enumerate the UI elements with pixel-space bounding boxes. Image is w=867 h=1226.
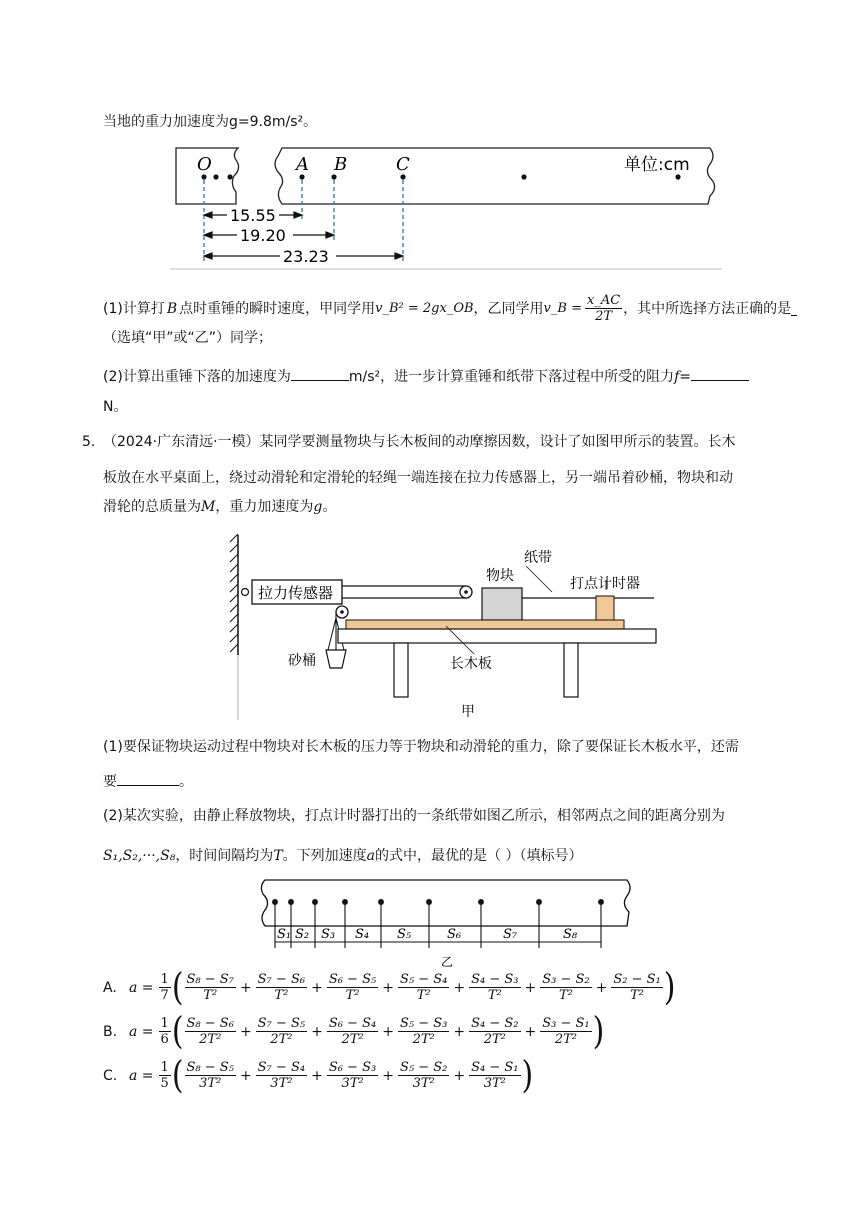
label-S5: S₅: [397, 927, 412, 942]
plus-sign: +: [311, 1067, 323, 1084]
plus-sign: +: [382, 1067, 394, 1084]
term-fraction: $\frac{\text{S₇ − S₆}}{\text{T²}}$: [257, 972, 306, 1003]
label-S8: S₈: [563, 927, 578, 942]
q5-part2-line1: (2)某次实验，由静止释放物块，打点计时器打出的一条纸带如图乙所示，相邻两点之间的距离分别为: [103, 808, 725, 824]
formula-yi-fraction: $\frac{x\_AC}{2T}$: [586, 293, 621, 324]
apparatus-figure: [228, 530, 668, 725]
tape-dots: [201, 174, 680, 179]
gravity-statement: 当地的重力加速度为g=9.8m/s²。: [103, 114, 318, 130]
plus-sign: +: [311, 1023, 323, 1040]
option-lhs: a =: [129, 979, 154, 996]
option-label: B.: [103, 1023, 118, 1040]
term-fraction: $\frac{\text{S₅ − S₂}}{\text{3T²}}$: [399, 1060, 448, 1091]
plus-sign: +: [524, 979, 537, 996]
tape-figure-yi: [255, 876, 635, 968]
label-S1: S₁: [277, 927, 292, 942]
label-board: 长木板: [450, 656, 492, 672]
plus-sign: +: [453, 1067, 466, 1084]
dim-OC: 23.23: [283, 247, 329, 266]
label-S6: S₆: [447, 927, 462, 942]
dim-OB: 19.20: [240, 226, 286, 245]
term-fraction: $\frac{\text{S₄ − S₁}}{\text{3T²}}$: [471, 1060, 519, 1091]
point-B: B: [334, 154, 348, 175]
plus-sign: +: [311, 979, 323, 996]
label-S2: S₂: [295, 927, 310, 942]
point-A: A: [296, 154, 309, 175]
dim-OA: 15.55: [230, 206, 276, 225]
term-fraction: $\frac{\text{S₄ − S₂}}{\text{2T²}}$: [471, 1016, 519, 1047]
paren-close: ): [521, 1053, 534, 1097]
term-fraction: $\frac{\text{S₃ − S₁}}{\text{2T²}}$: [542, 1016, 590, 1047]
coefficient: $\frac{1}{7}$: [160, 972, 169, 1003]
label-S7: S₇: [503, 927, 518, 942]
term-fraction: $\frac{\text{S₃ − S₂}}{\text{T²}}$: [542, 972, 590, 1003]
term-fraction: $\frac{\text{S₄ − S₃}}{\text{T²}}$: [471, 972, 519, 1003]
plus-sign: +: [239, 1023, 252, 1040]
q5-part2-line2: S₁,S₂,···,S₈，时间间隔均为T。下列加速度a的式中，最优的是（ ）（填标号）: [103, 848, 583, 864]
term-fraction: $\frac{\text{S₆ − S₃}}{\text{3T²}}$: [328, 1060, 377, 1091]
formula-jia: v_B² = 2gx_OB: [375, 300, 474, 316]
term-fraction: $\frac{\text{S₇ − S₄}}{\text{3T²}}$: [257, 1060, 306, 1091]
term-fraction: $\frac{\text{S₈ − S₇}}{\text{T²}}$: [186, 972, 234, 1003]
plus-sign: +: [239, 1067, 252, 1084]
term-fraction: $\frac{\text{S₇ − S₅}}{\text{2T²}}$: [257, 1016, 306, 1047]
point-C: C: [396, 154, 410, 175]
term-fraction: $\frac{\text{S₂ − S₁}}{\text{T²}}$: [613, 972, 661, 1003]
caption-yi: 乙: [441, 955, 454, 968]
q5-part1-line2: 要 。: [103, 771, 193, 792]
term-fraction: $\frac{\text{S₆ − S₅}}{\text{T²}}$: [328, 972, 377, 1003]
q5-part1-line1: (1)要保证物块运动过程中物块对长木板的压力等于物块和动滑轮的重力，除了要保证长木板水平，还需: [103, 739, 739, 755]
answer-blank-force[interactable]: [691, 366, 749, 381]
label-sensor: 拉力传感器: [258, 584, 334, 602]
term-fraction: $\frac{\text{S₅ − S₃}}{\text{2T²}}$: [399, 1016, 448, 1047]
term-fraction: $\frac{\text{S₈ − S₆}}{\text{2T²}}$: [186, 1016, 234, 1047]
label-timer: 打点计时器: [570, 576, 640, 592]
coefficient: $\frac{1}{6}$: [160, 1016, 169, 1047]
point-O: O: [197, 154, 212, 175]
label-block: 物块: [486, 568, 514, 584]
plus-sign: +: [453, 1023, 466, 1040]
coefficient: $\frac{1}{5}$: [160, 1060, 169, 1091]
label-S3: S₃: [321, 927, 336, 942]
paper-tape-figure: [170, 140, 722, 270]
option-label: A.: [103, 979, 117, 996]
plus-sign: +: [382, 979, 394, 996]
plus-sign: +: [595, 979, 608, 996]
q5-line3: 滑轮的总质量为M，重力加速度为g。: [103, 499, 337, 515]
term-fraction: $\frac{\text{S₆ − S₄}}{\text{2T²}}$: [328, 1016, 377, 1047]
q5-line1: （2024·广东清远·一模）某同学要测量物块与长木板间的动摩擦因数，设计了如图甲所示的装置。长木: [103, 434, 736, 450]
option-label: C.: [103, 1067, 118, 1084]
plus-sign: +: [453, 979, 466, 996]
q5-line2: 板放在水平桌面上，绕过动滑轮和定滑轮的轻绳一端连接在拉力传感器上，另一端吊着砂桶，物块和动: [103, 470, 733, 486]
label-tape: 纸带: [524, 550, 552, 566]
plus-sign: +: [239, 979, 252, 996]
paren-close: ): [663, 965, 676, 1009]
q4-part2-line2: N。: [103, 399, 128, 415]
option-B[interactable]: [103, 1009, 605, 1053]
term-fraction: $\frac{\text{S₈ − S₅}}{\text{3T²}}$: [186, 1060, 234, 1091]
paren-open: (: [171, 1053, 184, 1097]
paren-close: ): [592, 1009, 605, 1053]
answer-blank-accel[interactable]: [291, 366, 349, 381]
option-A[interactable]: [103, 965, 676, 1009]
option-C[interactable]: [103, 1053, 534, 1097]
q4-part1: (1)计算打 B 点时重锤的瞬时速度，甲同学用 v_B² = 2gx_OB ，乙同学用 v_B = $\frac{x\_AC}{2T}$ ，其中所选择方法正确的是: [103, 293, 797, 324]
option-lhs: a =: [129, 1023, 154, 1040]
label-bucket: 砂桶: [288, 653, 316, 669]
option-lhs: a =: [129, 1067, 154, 1084]
question-number: 5.: [82, 434, 96, 450]
label-S4: S₄: [355, 927, 370, 942]
term-fraction: $\frac{\text{S₅ − S₄}}{\text{T²}}$: [399, 972, 448, 1003]
unit-label: 单位:cm: [624, 155, 690, 175]
q4-part1-line2: （选填“甲”或“乙”）同学；: [103, 330, 273, 346]
answer-blank[interactable]: [791, 301, 797, 316]
plus-sign: +: [382, 1023, 394, 1040]
caption-jia: 甲: [461, 704, 475, 720]
q4-part2: (2)计算出重锤下落的加速度为 m/s²，进一步计算重锤和纸带下落过程中所受的阻力f=: [103, 366, 749, 387]
paren-open: (: [171, 965, 184, 1009]
paren-open: (: [171, 1009, 184, 1053]
plus-sign: +: [524, 1023, 537, 1040]
answer-blank-condition[interactable]: [117, 771, 179, 786]
